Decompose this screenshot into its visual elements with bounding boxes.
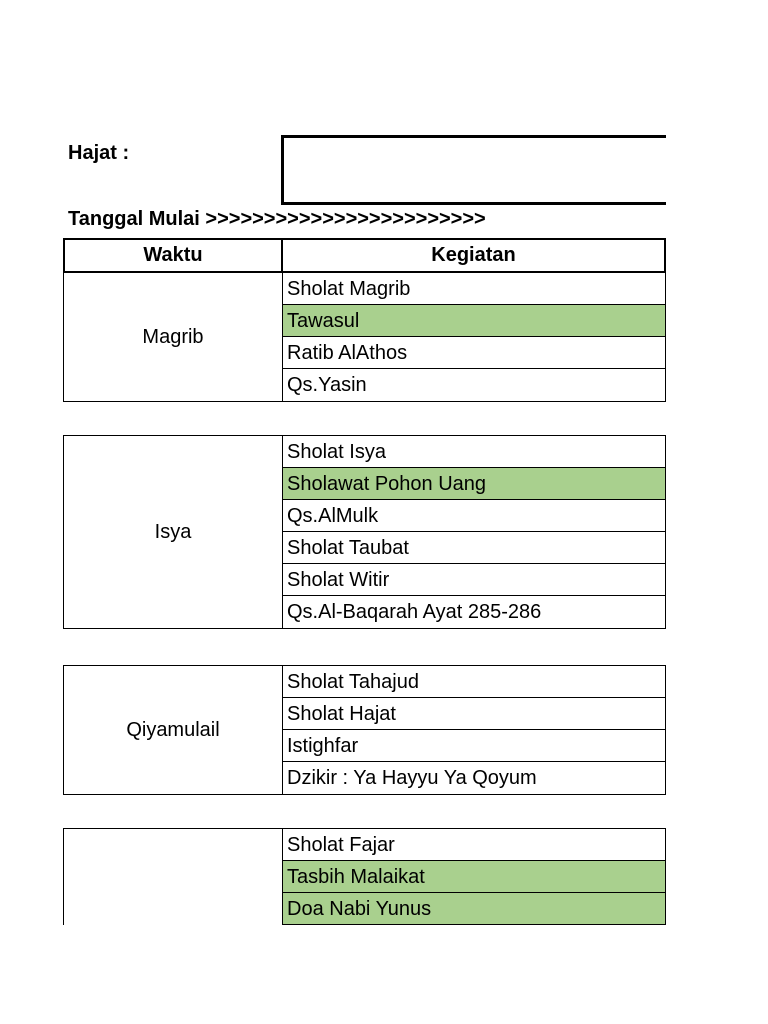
kegiatan-cell[interactable]: Sholat Hajat: [283, 698, 665, 730]
hajat-label: Hajat :: [68, 142, 130, 164]
kegiatan-cell[interactable]: Sholat Witir: [283, 564, 665, 596]
kegiatan-cell[interactable]: Ratib AlAthos: [283, 337, 665, 369]
kegiatan-cell-highlighted[interactable]: Doa Nabi Yunus: [283, 893, 665, 925]
header-kegiatan: Kegiatan: [431, 244, 516, 266]
kegiatan-cell[interactable]: Dzikir : Ya Hayyu Ya Qoyum: [287, 767, 537, 789]
table-header: [63, 238, 666, 273]
schedule-group-qiyamulail: [63, 665, 666, 795]
waktu-cell[interactable]: Magrib: [64, 273, 283, 401]
kegiatan-cell[interactable]: Qs.Yasin: [287, 374, 367, 396]
kegiatan-cell-highlighted[interactable]: Tawasul: [283, 305, 665, 337]
hajat-input-box[interactable]: [281, 135, 666, 205]
kegiatan-cell[interactable]: Sholat Fajar: [283, 829, 665, 861]
kegiatan-cell-highlighted[interactable]: Sholawat Pohon Uang: [283, 468, 665, 500]
schedule-group-magrib: [63, 272, 666, 402]
kegiatan-cell[interactable]: Sholat Taubat: [283, 532, 665, 564]
tanggal-mulai-label: Tanggal Mulai >>>>>>>>>>>>>>>>>>>>>>>>: [68, 208, 486, 230]
kegiatan-cell[interactable]: Sholat Isya: [283, 436, 665, 468]
waktu-cell[interactable]: Isya: [64, 436, 283, 628]
kegiatan-cell[interactable]: Sholat Magrib: [283, 273, 665, 305]
header-waktu: Waktu: [65, 240, 283, 271]
kegiatan-cell-highlighted[interactable]: Tasbih Malaikat: [283, 861, 665, 893]
schedule-group-subuh: [63, 828, 666, 925]
waktu-cell[interactable]: [64, 829, 283, 925]
kegiatan-cell[interactable]: Qs.AlMulk: [283, 500, 665, 532]
schedule-group-isya: [63, 435, 666, 629]
waktu-cell[interactable]: Qiyamulail: [64, 666, 283, 794]
kegiatan-cell[interactable]: Istighfar: [283, 730, 665, 762]
kegiatan-cell[interactable]: Sholat Tahajud: [283, 666, 665, 698]
kegiatan-cell[interactable]: Qs.Al-Baqarah Ayat 285-286: [287, 601, 542, 623]
